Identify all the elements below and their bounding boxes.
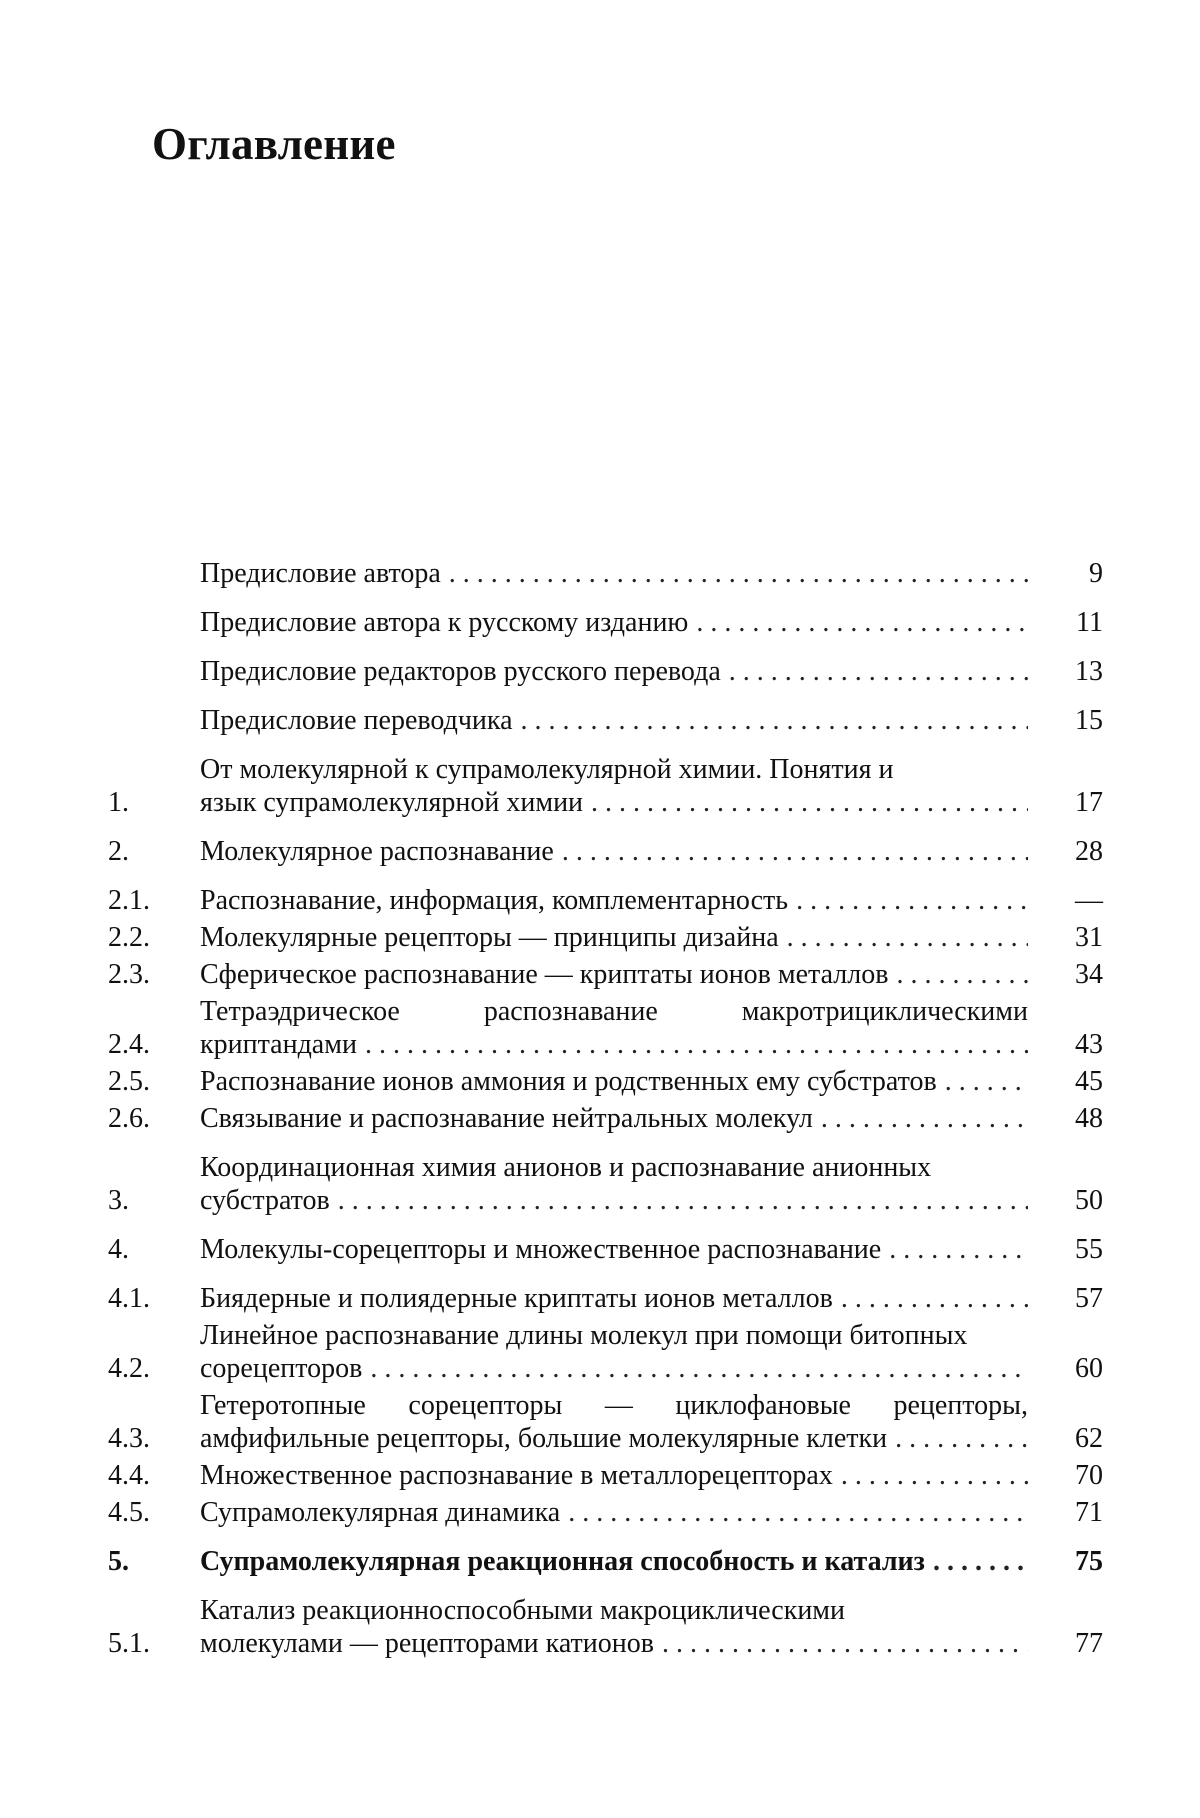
toc-entry-title-line: Предисловие переводчика: [200, 705, 513, 736]
toc-entry[interactable]: [108, 835, 1103, 868]
toc-entry-title: [200, 1319, 1028, 1385]
toc-entry-title-line: Катализ реакционноспособными макроциклическими: [200, 1595, 846, 1626]
toc-entry[interactable]: [108, 606, 1103, 639]
toc-entry-page: 11: [1076, 607, 1103, 638]
toc-entry[interactable]: [108, 1389, 1103, 1455]
toc-entry[interactable]: [108, 1151, 1103, 1217]
dot-leader: [591, 786, 1028, 819]
toc-entry[interactable]: [108, 753, 1103, 819]
toc-entry-title: [200, 884, 1028, 917]
toc-entry-title-line: криптандами: [200, 1029, 357, 1060]
toc-entry[interactable]: [108, 704, 1103, 737]
toc-entry-title: [200, 655, 1028, 688]
toc-entry-page: 34: [1075, 959, 1103, 990]
toc-entry-title: [200, 995, 1028, 1061]
toc-entry-number: 4.: [108, 1234, 129, 1265]
toc-entry-page: 31: [1075, 922, 1103, 953]
toc-entry-title-line: Множественное распознавание в металлорецепторах: [200, 1460, 833, 1491]
toc-entry-page: 60: [1075, 1353, 1103, 1384]
toc-entry-title: [200, 835, 1028, 868]
toc-entry-page: 43: [1075, 1029, 1103, 1060]
dot-leader: [896, 958, 1028, 991]
toc-entry-title-line: Биядерные и полиядерные криптаты ионов металлов: [200, 1283, 833, 1314]
toc-entry-number: 2.6.: [108, 1103, 150, 1134]
toc-entry-page: 71: [1075, 1497, 1103, 1528]
dot-leader: [662, 1627, 1028, 1660]
toc-entry-title-line: Линейное распознавание длины молекул при помощи битопных: [200, 1320, 968, 1351]
toc-entry-number: 1.: [108, 787, 129, 818]
toc-entry-number: 2.: [108, 836, 129, 867]
toc-entry-title: [200, 921, 1028, 954]
toc-entry[interactable]: [108, 1459, 1103, 1492]
toc-entry-title: [200, 1594, 1028, 1660]
toc-entry-title: [200, 557, 1028, 590]
toc-entry[interactable]: [108, 557, 1103, 590]
toc-entry-title-line: Сферическое распознавание — криптаты ионов металлов: [200, 959, 889, 990]
dot-leader: [796, 884, 1028, 917]
toc-entry[interactable]: [108, 958, 1103, 991]
toc-entry-page: 77: [1075, 1628, 1103, 1659]
toc-entry-page: 45: [1075, 1066, 1103, 1097]
toc-entry-title: [200, 1282, 1028, 1315]
toc-entry-page: 48: [1075, 1103, 1103, 1134]
toc-entry[interactable]: [108, 1496, 1103, 1529]
toc-entry[interactable]: [108, 1102, 1103, 1135]
toc-entry-page: 57: [1075, 1283, 1103, 1314]
dot-leader: [841, 1282, 1028, 1315]
toc-entry-number: 2.4.: [108, 1029, 150, 1060]
toc-entry[interactable]: [108, 1594, 1103, 1660]
toc-entry-page: 15: [1075, 705, 1103, 736]
toc-entry-title-line: Предисловие автора: [200, 558, 441, 589]
toc-entry-page: 9: [1089, 558, 1103, 589]
toc-entry-number: 2.3.: [108, 959, 150, 990]
toc-entry-number: 2.2.: [108, 922, 150, 953]
toc-entry-title-line: молекулами — рецепторами катионов: [200, 1628, 654, 1659]
dot-leader: [945, 1065, 1028, 1098]
toc-entry-title-line: Супрамолекулярная динамика: [200, 1497, 561, 1528]
toc-entry-title-line: сорецепторов: [200, 1353, 363, 1384]
toc-entry-page: 13: [1075, 656, 1103, 687]
toc-entry[interactable]: [108, 1282, 1103, 1315]
dot-leader: [521, 704, 1028, 737]
toc-entry-title: [200, 1151, 1028, 1217]
toc-entry-title-line: амфифильные рецепторы, большие молекулярные клетки: [200, 1423, 888, 1454]
toc-entry-title-line: Тетраэдрическое распознавание макротрициклическими: [200, 996, 1028, 1027]
toc-entry[interactable]: [108, 1319, 1103, 1385]
table-of-contents: [108, 557, 1103, 1660]
toc-entry-title: [200, 1389, 1028, 1455]
toc-entry[interactable]: [108, 1233, 1103, 1266]
dot-leader: [562, 835, 1028, 868]
dot-leader: [821, 1102, 1028, 1135]
dot-leader: [449, 557, 1028, 590]
toc-entry-page: 62: [1075, 1423, 1103, 1454]
toc-entry[interactable]: [108, 1545, 1103, 1578]
toc-entry-title-line: язык супрамолекулярной химии: [200, 787, 584, 818]
toc-entry-title-line: Предисловие автора к русскому изданию: [200, 607, 689, 638]
toc-entry-title-line: Предисловие редакторов русского перевода: [200, 656, 721, 687]
toc-entry-number: 5.: [108, 1546, 129, 1577]
toc-entry-number: 5.1.: [108, 1628, 150, 1659]
dot-leader: [787, 921, 1028, 954]
toc-entry-title: [200, 1233, 1028, 1266]
toc-entry-number: 4.4.: [108, 1460, 150, 1491]
toc-entry-title: [200, 1496, 1028, 1529]
dot-leader: [889, 1233, 1028, 1266]
toc-entry-number: 2.1.: [108, 885, 150, 916]
toc-entry-title-line: Молекулярные рецепторы — принципы дизайна: [200, 922, 779, 953]
toc-entry-title: [200, 1065, 1028, 1098]
toc-entry-page: 50: [1075, 1185, 1103, 1216]
dot-leader: [365, 1028, 1028, 1061]
toc-entry-title-line: Молекулы-сорецепторы и множественное распознавание: [200, 1234, 882, 1265]
toc-entry-title-line: Связывание и распознавание нейтральных молекул: [200, 1103, 813, 1134]
dot-leader: [841, 1459, 1028, 1492]
toc-entry[interactable]: [108, 921, 1103, 954]
toc-entry-title-line: Координационная химия анионов и распознавание анионных: [200, 1152, 932, 1183]
toc-entry-number: 4.1.: [108, 1283, 150, 1314]
toc-entry-title-line: Распознавание, информация, комплементарность: [200, 885, 789, 916]
dot-leader: [568, 1496, 1028, 1529]
toc-entry-title-line: Распознавание ионов аммония и родственных ему субстратов: [200, 1066, 937, 1097]
dot-leader: [338, 1184, 1028, 1217]
toc-entry-title-line: Супрамолекулярная реакционная способность и катализ: [200, 1546, 925, 1577]
toc-entry-page: 17: [1075, 787, 1103, 818]
toc-entry[interactable]: [108, 995, 1103, 1061]
toc-entry-title: [200, 606, 1028, 639]
page-title: Оглавление: [152, 119, 396, 169]
toc-entry-page: 75: [1075, 1546, 1103, 1577]
toc-entry[interactable]: [108, 884, 1103, 917]
toc-entry-page: 70: [1075, 1460, 1103, 1491]
toc-entry-title: [200, 1102, 1028, 1135]
dot-leader: [895, 1422, 1028, 1455]
toc-entry-title: [200, 753, 1028, 819]
toc-entry-title: [200, 1459, 1028, 1492]
toc-entry-number: 3.: [108, 1185, 129, 1216]
toc-entry-title-line: Гетеротопные сорецепторы — циклофановые рецепторы,: [200, 1390, 1028, 1421]
toc-entry-title-line: субстратов: [200, 1185, 330, 1216]
toc-entry-page: —: [1075, 885, 1103, 916]
toc-entry-number: 2.5.: [108, 1066, 150, 1097]
toc-entry-number: 4.2.: [108, 1353, 150, 1384]
toc-entry-title-line: Молекулярное распознавание: [200, 836, 554, 867]
toc-entry-title: [200, 1545, 1028, 1578]
toc-entry-page: 28: [1075, 836, 1103, 867]
dot-leader: [933, 1545, 1028, 1578]
toc-entry-title: [200, 958, 1028, 991]
toc-entry-title: [200, 704, 1028, 737]
toc-entry[interactable]: [108, 1065, 1103, 1098]
dot-leader: [696, 606, 1028, 639]
toc-entry-number: 4.5.: [108, 1497, 150, 1528]
toc-entry-page: 55: [1075, 1234, 1103, 1265]
toc-entry-title-line: От молекулярной к супрамолекулярной химии. Понятия и: [200, 754, 894, 785]
toc-entry[interactable]: [108, 655, 1103, 688]
toc-entry-number: 4.3.: [108, 1423, 150, 1454]
dot-leader: [370, 1352, 1028, 1385]
dot-leader: [729, 655, 1028, 688]
